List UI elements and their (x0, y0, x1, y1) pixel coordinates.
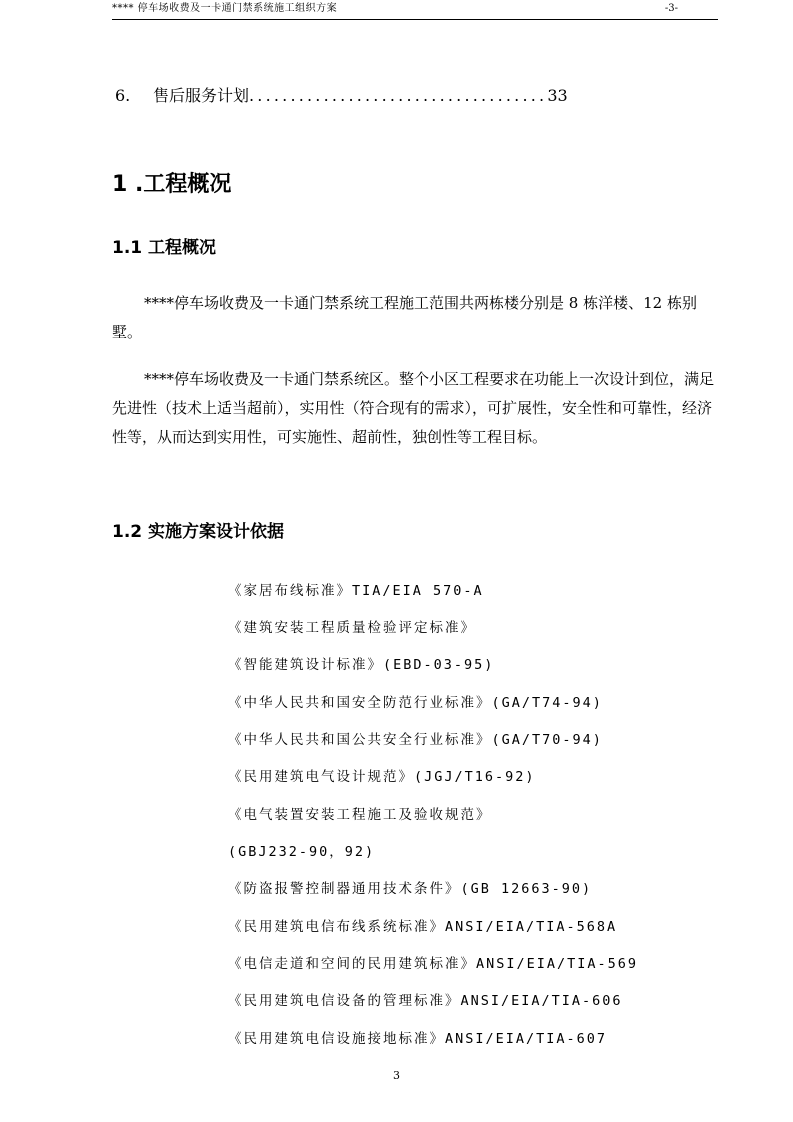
standard-item: 《防盗报警控制器通用技术条件》(GB 12663-90) (228, 881, 593, 897)
header-title: **** 停车场收费及一卡通门禁系统施工组织方案 (112, 3, 338, 14)
standard-item: 《电信走道和空间的民用建筑标准》ANSI/EIA/TIA-569 (228, 956, 639, 972)
standard-item: 《中华人民共和国安全防范行业标准》(GA/T74-94) (228, 695, 603, 711)
page-header (112, 2, 718, 20)
toc-entry-number: 6. (115, 86, 131, 105)
standard-item: 《民用建筑电信设施接地标准》ANSI/EIA/TIA-607 (228, 1031, 608, 1047)
header-page-marker: -3- (664, 3, 678, 14)
standard-item: 《家居布线标准》TIA/EIA 570-A (228, 583, 484, 599)
standard-item: 《民用建筑电气设计规范》(JGJ/T16-92) (228, 769, 536, 785)
section-1-1-paragraph-2: ****停车场收费及一卡通门禁系统区。整个小区工程要求在功能上一次设计到位，满足先进性（技术上适当超前），实用性（符合现有的需求），可扩展性，安全性和可靠性，经济性等，从而达到实用性，可实施性、超前性，独创性等工程目标。 (112, 370, 715, 446)
page-number: 3 (393, 1069, 400, 1082)
standard-item: 《民用建筑电信设备的管理标准》ANSI/EIA/TIA-606 (228, 993, 623, 1009)
section-1-heading: 1 .工程概况 (112, 172, 232, 197)
toc-entry-page: 33 (547, 86, 568, 105)
toc-entry-leader: .................................... (249, 86, 548, 105)
standard-item: (GBJ232-90，92) (228, 844, 376, 860)
section-1-1-heading: 1.1 工程概况 (112, 238, 217, 258)
standard-item: 《建筑安装工程质量检验评定标准》 (228, 620, 476, 636)
section-1-1-paragraph-1: ****停车场收费及一卡通门禁系统工程施工范围共两栋楼分别是 8 栋洋楼、12 栋别墅。 (112, 294, 697, 341)
standard-item: 《民用建筑电信布线系统标准》ANSI/EIA/TIA-568A (228, 919, 618, 935)
section-1-2-heading: 1.2 实施方案设计依据 (112, 522, 285, 542)
standard-item: 《中华人民共和国公共安全行业标准》(GA/T70-94) (228, 732, 603, 748)
toc-entry-label: 售后服务计划 (153, 86, 250, 105)
standard-item: 《电气装置安装工程施工及验收规范》 (228, 807, 492, 823)
toc-entry[interactable] (115, 85, 675, 109)
standard-item: 《智能建筑设计标准》(EBD-03-95) (228, 657, 495, 673)
